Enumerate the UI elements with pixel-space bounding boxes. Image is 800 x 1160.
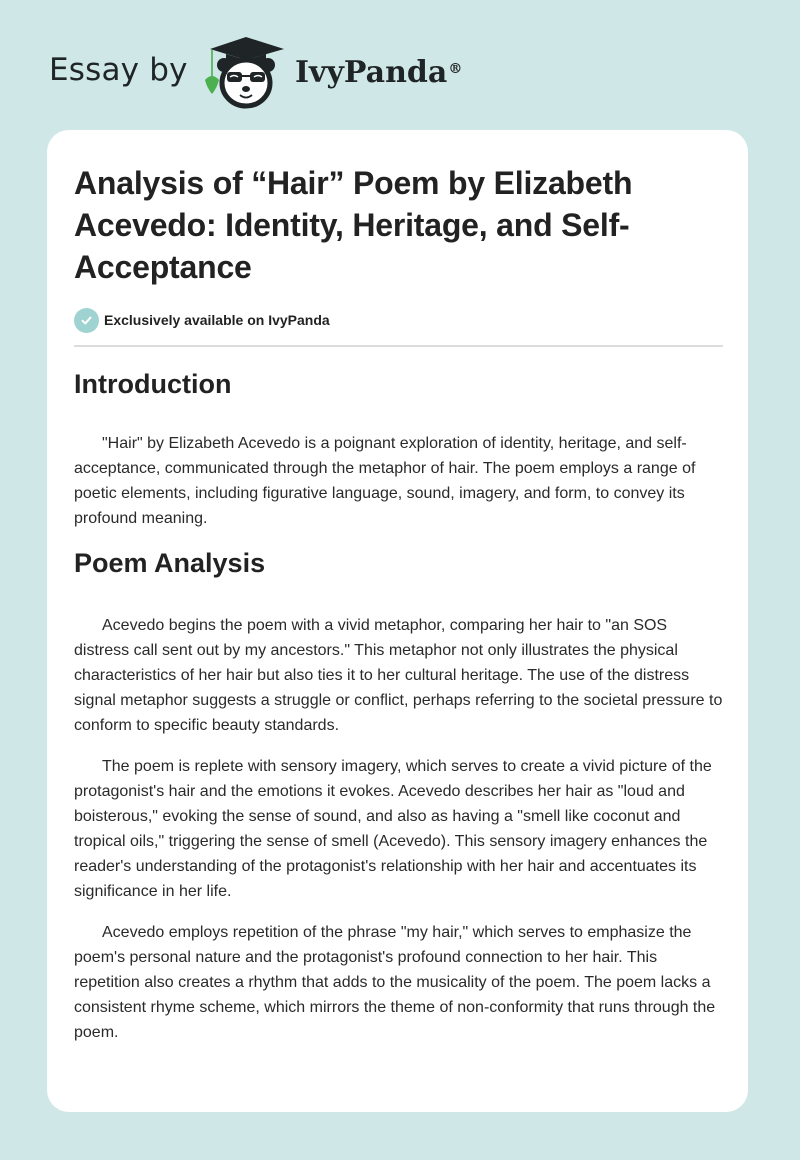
essay-card [47,130,748,1112]
badge-text: Exclusively available on IvyPanda [104,312,330,328]
brand-name[interactable] [295,53,462,93]
registered-mark: ® [448,61,463,77]
section-heading-poem-analysis: Poem Analysis [74,548,266,578]
paragraph: Acevedo begins the poem with a vivid metaphor, comparing her hair to "an SOS distress call sent out by my ancestors." This metaphor not only illustrates the physical characteristics of her hair but also ties it to her cultural heritage. The use of the distress signal metaphor suggests a struggle or conflict, perhaps referring to the societal pressure to conform to specific beauty standards. [74,617,723,734]
exclusive-badge [74,307,330,333]
paragraph: Acevedo employs repetition of the phrase "my hair," which serves to emphasize the poem's personal nature and the protagonist's profound connection to her hair. This repetition also creates a rhythm that adds to the musicality of the poem. The poem lacks a consistent rhyme scheme, which mirrors the theme of non-conformity that runs through the poem. [74,924,716,1041]
section-heading-introduction: Introduction [74,369,232,399]
divider [74,345,723,347]
brand-prefix: Essay by [49,52,188,88]
brand-name-text: IvyPanda [295,55,448,90]
site-header [0,0,800,120]
paragraph: "Hair" by Elizabeth Acevedo is a poignant exploration of identity, heritage, and self-acceptance, communicated through the metaphor of hair. The poem employs a range of poetic elements, including figurative language, sound, imagery, and form, to convey its profound meaning. [74,435,696,527]
panda-graduation-cap-icon[interactable] [200,34,292,110]
check-circle-icon [74,308,99,333]
page-title: Analysis of “Hair” Poem by Elizabeth Acevedo: Identity, Heritage, and Self-Acceptance [74,165,633,285]
article-body [74,362,726,1045]
paragraph: The poem is replete with sensory imagery, which serves to create a vivid picture of the protagonist's hair and the emotions it evokes. Acevedo describes her hair as "loud and boisterous," evoking the sense of sound, and also as having a "smell like coconut and tropical oils," triggering the sense of smell (Acevedo). This sensory imagery enhances the reader's understanding of the protagonist's relationship with her hair and accentuates its significance in her life. [74,758,712,900]
